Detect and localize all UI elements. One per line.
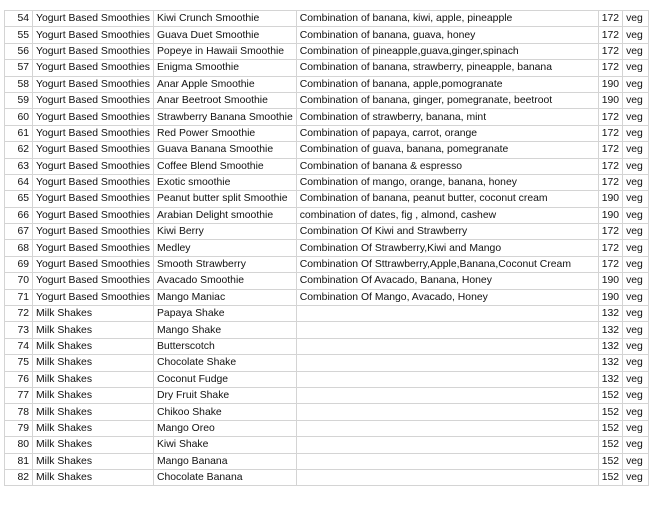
table-row bbox=[5, 11, 649, 27]
row-number-cell[interactable]: 56 bbox=[5, 43, 33, 59]
description-cell[interactable] bbox=[296, 387, 598, 403]
item-name-cell[interactable]: Enigma Smoothie bbox=[154, 60, 297, 76]
description-cell[interactable]: Combination Of Avacado, Banana, Honey bbox=[296, 273, 598, 289]
type-cell[interactable]: veg bbox=[623, 11, 649, 27]
price-cell[interactable]: 132 bbox=[598, 306, 622, 322]
description-cell[interactable]: Combination of banana, kiwi, apple, pineapple bbox=[296, 11, 598, 27]
table-row bbox=[5, 224, 649, 240]
table-row bbox=[5, 158, 649, 174]
category-cell[interactable]: Milk Shakes bbox=[33, 453, 154, 469]
row-number-cell[interactable]: 81 bbox=[5, 453, 33, 469]
item-name-cell[interactable]: Butterscotch bbox=[154, 338, 297, 354]
category-cell[interactable]: Milk Shakes bbox=[33, 371, 154, 387]
category-cell[interactable]: Yogurt Based Smoothies bbox=[33, 60, 154, 76]
table-row bbox=[5, 43, 649, 59]
row-number-cell[interactable]: 69 bbox=[5, 256, 33, 272]
table-row bbox=[5, 338, 649, 354]
item-name-cell[interactable]: Mango Banana bbox=[154, 453, 297, 469]
category-cell[interactable]: Yogurt Based Smoothies bbox=[33, 273, 154, 289]
row-number-cell[interactable]: 59 bbox=[5, 92, 33, 108]
category-cell[interactable]: Yogurt Based Smoothies bbox=[33, 76, 154, 92]
price-cell[interactable]: 172 bbox=[598, 109, 622, 125]
type-cell[interactable]: veg bbox=[623, 207, 649, 223]
description-cell[interactable]: combination of dates, fig , almond, cashew bbox=[296, 207, 598, 223]
description-cell[interactable] bbox=[296, 306, 598, 322]
price-cell[interactable]: 132 bbox=[598, 322, 622, 338]
row-number-cell[interactable]: 58 bbox=[5, 76, 33, 92]
category-cell[interactable]: Milk Shakes bbox=[33, 469, 154, 485]
type-cell[interactable]: veg bbox=[623, 125, 649, 141]
item-name-cell[interactable]: Mango Oreo bbox=[154, 420, 297, 436]
price-cell[interactable]: 152 bbox=[598, 453, 622, 469]
row-number-cell[interactable]: 70 bbox=[5, 273, 33, 289]
description-cell[interactable] bbox=[296, 420, 598, 436]
description-cell[interactable]: Combination of strawberry, banana, mint bbox=[296, 109, 598, 125]
table-row bbox=[5, 355, 649, 371]
table-row bbox=[5, 256, 649, 272]
item-name-cell[interactable]: Strawberry Banana Smoothie bbox=[154, 109, 297, 125]
type-cell[interactable]: veg bbox=[623, 60, 649, 76]
category-cell[interactable]: Yogurt Based Smoothies bbox=[33, 256, 154, 272]
category-cell[interactable]: Milk Shakes bbox=[33, 322, 154, 338]
item-name-cell[interactable]: Medley bbox=[154, 240, 297, 256]
description-cell[interactable]: Combination of banana, apple,pomogranate bbox=[296, 76, 598, 92]
table-row bbox=[5, 322, 649, 338]
category-cell[interactable]: Milk Shakes bbox=[33, 437, 154, 453]
row-number-cell[interactable]: 78 bbox=[5, 404, 33, 420]
row-number-cell[interactable]: 68 bbox=[5, 240, 33, 256]
item-name-cell[interactable]: Chocolate Shake bbox=[154, 355, 297, 371]
table-row bbox=[5, 387, 649, 403]
item-name-cell[interactable]: Red Power Smoothie bbox=[154, 125, 297, 141]
item-name-cell[interactable]: Anar Beetroot Smoothie bbox=[154, 92, 297, 108]
spreadsheet-table bbox=[4, 10, 649, 486]
type-cell[interactable]: veg bbox=[623, 420, 649, 436]
price-cell[interactable]: 190 bbox=[598, 207, 622, 223]
item-name-cell[interactable]: Coffee Blend Smoothie bbox=[154, 158, 297, 174]
price-cell[interactable]: 172 bbox=[598, 240, 622, 256]
row-number-cell[interactable]: 74 bbox=[5, 338, 33, 354]
row-number-cell[interactable]: 67 bbox=[5, 224, 33, 240]
price-cell[interactable]: 172 bbox=[598, 60, 622, 76]
table-row bbox=[5, 92, 649, 108]
price-cell[interactable]: 190 bbox=[598, 191, 622, 207]
type-cell[interactable]: veg bbox=[623, 273, 649, 289]
description-cell[interactable]: Combination of guava, banana, pomegranate bbox=[296, 142, 598, 158]
item-name-cell[interactable]: Peanut butter split Smoothie bbox=[154, 191, 297, 207]
row-number-cell[interactable]: 64 bbox=[5, 174, 33, 190]
item-name-cell[interactable]: Dry Fruit Shake bbox=[154, 387, 297, 403]
type-cell[interactable]: veg bbox=[623, 76, 649, 92]
price-cell[interactable]: 172 bbox=[598, 142, 622, 158]
row-number-cell[interactable]: 54 bbox=[5, 11, 33, 27]
price-cell[interactable]: 132 bbox=[598, 338, 622, 354]
category-cell[interactable]: Yogurt Based Smoothies bbox=[33, 109, 154, 125]
table-row bbox=[5, 191, 649, 207]
table-row bbox=[5, 174, 649, 190]
price-cell[interactable]: 190 bbox=[598, 76, 622, 92]
type-cell[interactable]: veg bbox=[623, 109, 649, 125]
category-cell[interactable]: Yogurt Based Smoothies bbox=[33, 125, 154, 141]
type-cell[interactable]: veg bbox=[623, 387, 649, 403]
row-number-cell[interactable]: 62 bbox=[5, 142, 33, 158]
description-cell[interactable]: Combination Of Strawberry,Kiwi and Mango bbox=[296, 240, 598, 256]
table-row bbox=[5, 404, 649, 420]
description-cell[interactable]: Combination of mango, orange, banana, honey bbox=[296, 174, 598, 190]
spreadsheet-body bbox=[5, 11, 649, 486]
row-number-cell[interactable]: 73 bbox=[5, 322, 33, 338]
table-row bbox=[5, 420, 649, 436]
item-name-cell[interactable]: Mango Maniac bbox=[154, 289, 297, 305]
price-cell[interactable]: 152 bbox=[598, 437, 622, 453]
category-cell[interactable]: Milk Shakes bbox=[33, 387, 154, 403]
row-number-cell[interactable]: 63 bbox=[5, 158, 33, 174]
table-row bbox=[5, 125, 649, 141]
description-cell[interactable]: Combination Of Sttrawberry,Apple,Banana,Coconut Cream bbox=[296, 256, 598, 272]
row-number-cell[interactable]: 71 bbox=[5, 289, 33, 305]
type-cell[interactable]: veg bbox=[623, 224, 649, 240]
category-cell[interactable]: Yogurt Based Smoothies bbox=[33, 43, 154, 59]
table-row bbox=[5, 469, 649, 485]
type-cell[interactable]: veg bbox=[623, 437, 649, 453]
description-cell[interactable] bbox=[296, 338, 598, 354]
type-cell[interactable]: veg bbox=[623, 240, 649, 256]
type-cell[interactable]: veg bbox=[623, 306, 649, 322]
type-cell[interactable]: veg bbox=[623, 191, 649, 207]
category-cell[interactable]: Yogurt Based Smoothies bbox=[33, 191, 154, 207]
item-name-cell[interactable]: Smooth Strawberry bbox=[154, 256, 297, 272]
table-row bbox=[5, 289, 649, 305]
category-cell[interactable]: Milk Shakes bbox=[33, 355, 154, 371]
row-number-cell[interactable]: 60 bbox=[5, 109, 33, 125]
description-cell[interactable] bbox=[296, 322, 598, 338]
item-name-cell[interactable]: Guava Banana Smoothie bbox=[154, 142, 297, 158]
description-cell[interactable]: Combination Of Kiwi and Strawberry bbox=[296, 224, 598, 240]
type-cell[interactable]: veg bbox=[623, 355, 649, 371]
type-cell[interactable]: veg bbox=[623, 404, 649, 420]
description-cell[interactable] bbox=[296, 453, 598, 469]
type-cell[interactable]: veg bbox=[623, 371, 649, 387]
category-cell[interactable]: Yogurt Based Smoothies bbox=[33, 142, 154, 158]
table-row bbox=[5, 273, 649, 289]
item-name-cell[interactable]: Kiwi Berry bbox=[154, 224, 297, 240]
description-cell[interactable] bbox=[296, 469, 598, 485]
type-cell[interactable]: veg bbox=[623, 256, 649, 272]
description-cell[interactable]: Combination of banana, ginger, pomegranate, beetroot bbox=[296, 92, 598, 108]
category-cell[interactable]: Milk Shakes bbox=[33, 420, 154, 436]
type-cell[interactable]: veg bbox=[623, 469, 649, 485]
table-row bbox=[5, 371, 649, 387]
category-cell[interactable]: Milk Shakes bbox=[33, 338, 154, 354]
description-cell[interactable]: Combination of banana, strawberry, pineapple, banana bbox=[296, 60, 598, 76]
table-row bbox=[5, 142, 649, 158]
table-row bbox=[5, 240, 649, 256]
type-cell[interactable]: veg bbox=[623, 289, 649, 305]
item-name-cell[interactable]: Popeye in Hawaii Smoothie bbox=[154, 43, 297, 59]
item-name-cell[interactable]: Coconut Fudge bbox=[154, 371, 297, 387]
price-cell[interactable]: 172 bbox=[598, 11, 622, 27]
row-number-cell[interactable]: 77 bbox=[5, 387, 33, 403]
category-cell[interactable]: Yogurt Based Smoothies bbox=[33, 207, 154, 223]
item-name-cell[interactable]: Chocolate Banana bbox=[154, 469, 297, 485]
type-cell[interactable]: veg bbox=[623, 338, 649, 354]
price-cell[interactable]: 152 bbox=[598, 404, 622, 420]
row-number-cell[interactable]: 57 bbox=[5, 60, 33, 76]
description-cell[interactable] bbox=[296, 371, 598, 387]
item-name-cell[interactable]: Mango Shake bbox=[154, 322, 297, 338]
row-number-cell[interactable]: 80 bbox=[5, 437, 33, 453]
row-number-cell[interactable]: 65 bbox=[5, 191, 33, 207]
description-cell[interactable]: Combination Of Mango, Avacado, Honey bbox=[296, 289, 598, 305]
price-cell[interactable]: 190 bbox=[598, 273, 622, 289]
item-name-cell[interactable]: Anar Apple Smoothie bbox=[154, 76, 297, 92]
description-cell[interactable] bbox=[296, 437, 598, 453]
category-cell[interactable]: Yogurt Based Smoothies bbox=[33, 27, 154, 43]
description-cell[interactable]: Combination of banana, guava, honey bbox=[296, 27, 598, 43]
description-cell[interactable]: Combination of pineapple,guava,ginger,spinach bbox=[296, 43, 598, 59]
item-name-cell[interactable]: Papaya Shake bbox=[154, 306, 297, 322]
price-cell[interactable]: 172 bbox=[598, 125, 622, 141]
table-row bbox=[5, 306, 649, 322]
row-number-cell[interactable]: 82 bbox=[5, 469, 33, 485]
row-number-cell[interactable]: 55 bbox=[5, 27, 33, 43]
price-cell[interactable]: 172 bbox=[598, 174, 622, 190]
price-cell[interactable]: 152 bbox=[598, 420, 622, 436]
price-cell[interactable]: 132 bbox=[598, 371, 622, 387]
row-number-cell[interactable]: 75 bbox=[5, 355, 33, 371]
price-cell[interactable]: 172 bbox=[598, 158, 622, 174]
category-cell[interactable]: Yogurt Based Smoothies bbox=[33, 92, 154, 108]
category-cell[interactable]: Milk Shakes bbox=[33, 306, 154, 322]
type-cell[interactable]: veg bbox=[623, 453, 649, 469]
table-row bbox=[5, 76, 649, 92]
price-cell[interactable]: 152 bbox=[598, 469, 622, 485]
category-cell[interactable]: Yogurt Based Smoothies bbox=[33, 289, 154, 305]
category-cell[interactable]: Yogurt Based Smoothies bbox=[33, 224, 154, 240]
description-cell[interactable] bbox=[296, 355, 598, 371]
type-cell[interactable]: veg bbox=[623, 27, 649, 43]
row-number-cell[interactable]: 61 bbox=[5, 125, 33, 141]
item-name-cell[interactable]: Guava Duet Smoothie bbox=[154, 27, 297, 43]
item-name-cell[interactable]: Kiwi Crunch Smoothie bbox=[154, 11, 297, 27]
type-cell[interactable]: veg bbox=[623, 322, 649, 338]
table-row bbox=[5, 453, 649, 469]
price-cell[interactable]: 132 bbox=[598, 355, 622, 371]
price-cell[interactable]: 172 bbox=[598, 256, 622, 272]
item-name-cell[interactable]: Exotic smoothie bbox=[154, 174, 297, 190]
type-cell[interactable]: veg bbox=[623, 43, 649, 59]
type-cell[interactable]: veg bbox=[623, 92, 649, 108]
table-row bbox=[5, 60, 649, 76]
category-cell[interactable]: Yogurt Based Smoothies bbox=[33, 11, 154, 27]
category-cell[interactable]: Yogurt Based Smoothies bbox=[33, 240, 154, 256]
row-number-cell[interactable]: 76 bbox=[5, 371, 33, 387]
category-cell[interactable]: Milk Shakes bbox=[33, 404, 154, 420]
category-cell[interactable]: Yogurt Based Smoothies bbox=[33, 158, 154, 174]
price-cell[interactable]: 172 bbox=[598, 43, 622, 59]
item-name-cell[interactable]: Chikoo Shake bbox=[154, 404, 297, 420]
type-cell[interactable]: veg bbox=[623, 174, 649, 190]
item-name-cell[interactable]: Arabian Delight smoothie bbox=[154, 207, 297, 223]
price-cell[interactable]: 152 bbox=[598, 387, 622, 403]
item-name-cell[interactable]: Avacado Smoothie bbox=[154, 273, 297, 289]
table-row bbox=[5, 27, 649, 43]
row-number-cell[interactable]: 79 bbox=[5, 420, 33, 436]
description-cell[interactable]: Combination of banana & espresso bbox=[296, 158, 598, 174]
type-cell[interactable]: veg bbox=[623, 158, 649, 174]
table-row bbox=[5, 109, 649, 125]
price-cell[interactable]: 172 bbox=[598, 27, 622, 43]
item-name-cell[interactable]: Kiwi Shake bbox=[154, 437, 297, 453]
table-row bbox=[5, 437, 649, 453]
price-cell[interactable]: 190 bbox=[598, 289, 622, 305]
type-cell[interactable]: veg bbox=[623, 142, 649, 158]
description-cell[interactable] bbox=[296, 404, 598, 420]
price-cell[interactable]: 172 bbox=[598, 224, 622, 240]
category-cell[interactable]: Yogurt Based Smoothies bbox=[33, 174, 154, 190]
table-row bbox=[5, 207, 649, 223]
row-number-cell[interactable]: 66 bbox=[5, 207, 33, 223]
row-number-cell[interactable]: 72 bbox=[5, 306, 33, 322]
description-cell[interactable]: Combination of banana, peanut butter, coconut cream bbox=[296, 191, 598, 207]
price-cell[interactable]: 190 bbox=[598, 92, 622, 108]
description-cell[interactable]: Combination of papaya, carrot, orange bbox=[296, 125, 598, 141]
